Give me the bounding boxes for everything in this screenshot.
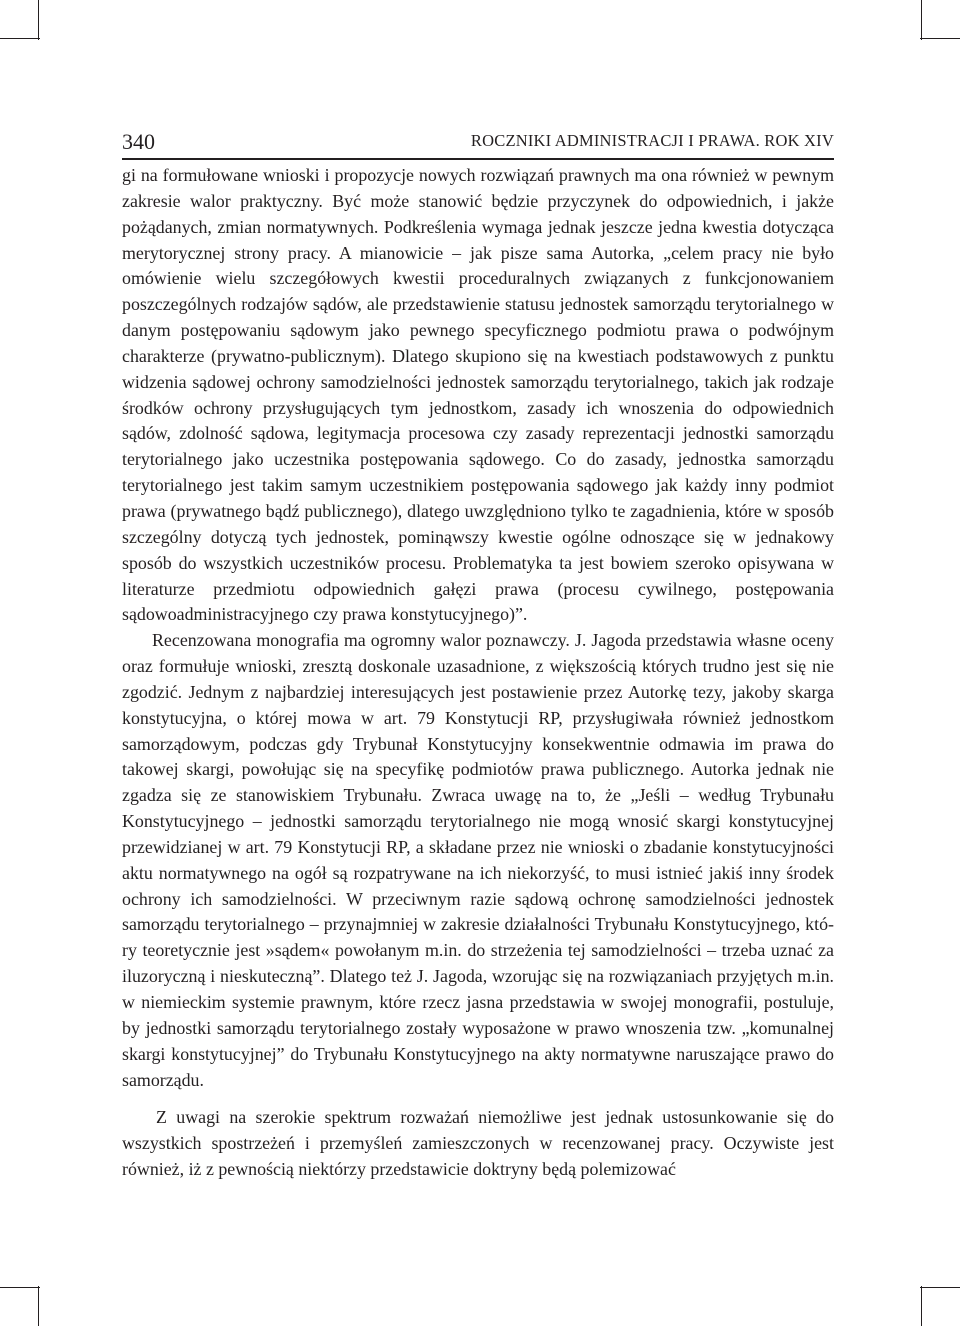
crop-mark-bottom-left-horizontal	[0, 1287, 40, 1288]
body-text	[122, 163, 834, 1183]
crop-mark-bottom-right-horizontal	[920, 1287, 960, 1288]
crop-mark-bottom-left-vertical	[38, 1286, 39, 1326]
page-number: 340	[122, 129, 155, 154]
crop-mark-top-left-horizontal	[0, 38, 40, 39]
crop-mark-top-left-vertical	[38, 0, 39, 40]
crop-mark-top-right-horizontal	[920, 38, 960, 39]
paragraph-1: gi na formułowane wnioski i propozycje nowych rozwiązań prawnych ma ona również w pewnym zakresie walor praktyczny. Być może stanowić będzie przyczynek do odpowiednich, i jakże pożądanych, zmian normatywnych. Podkreślenia wymaga jednak jeszcze jedna kwestia dotycząca merytorycznej strony pracy. A mianowicie – jak pisze sama Autorka, „celem pracy nie było omówienie wielu szczegółowych kwestii proceduralnych związanych z funkcjonowaniem poszczególnych rodzajów sądów, ale przedstawienie statusu jednostek samorządu terytorialnego w danym postępowaniu sądowym jako pewnego specyficznego podmiotu prawa o podwójnym charakterze (prywatno-publicznym). Dlatego skupiono się na kwestiach podstawowych z punktu widzenia sądowej ochrony samodzielności jednostek samorządu terytorialnego, takich jak rodzaje środków ochrony przysługujących tym jednostkom, zasady ich wnoszenia do odpowiednich sądów, zdolność sądowa, legitymacja procesowa czy zasady reprezentacji jednostki samorządu terytorialnego jako uczestnika postępowania sądowego. Co do zasady, jednostka samorządu terytorialnego jest takim samym uczestnikiem postępowania sądowego jak każdy inny podmiot prawa (prywatnego bądź publicznego), dlatego uwzględniono tylko te zagadnienia, które w sposób szczególny dotyczą tych jednostek, pominąwszy kwestie ogólne odnoszące się w jednakowy sposób do wszystkich uczestników procesu. Problematyka ta jest bowiem szeroko opisywana w literaturze przedmiotu odpowiednich gałęzi prawa (procesu cywilnego, postępowania sądowoadministracyjnego czy prawa konstytucyjnego)”.	[122, 165, 834, 625]
paragraph-2: Recenzowana monografia ma ogromny walor poznawczy. J. Jagoda przedstawia własne oceny oraz formułuje wnioski, zresztą doskonale uzasadnione, z większością których trudno jest się nie zgodzić. Jednym z najbardziej interesujących jest postawienie przez Autorkę tezy, jakoby skarga konstytucyjna, o której mowa w art. 79 Konstytucji RP, przysługiwała również jednostkom samorządowym, podczas gdy Trybunał Konstytucyjny konsekwentnie odmawia im prawa do takowej skargi, powołując się na specyfikę podmiotów prawa publicznego. Autorka jednak nie zgadza się ze stanowiskiem Trybunału. Zwraca uwagę na to, że „Jeśli – według Trybunału Konstytucyjnego – jednostki samorządu terytorialnego nie mogą wnosić skargi konstytucyjnej przewidzianej w art. 79 Konstytucji RP, a składane przez nie wnioski o zbadanie konstytucyjności aktu normatywnego na ogół są rozpatrywane na ich niekorzyść, to musi istnieć jakiś inny środek ochrony ich samodzielności. W przeciwnym razie sądową ochronę samodzielności jednostek samorządu terytorialnego – przynajmniej w zakresie działalności Trybunału Konstytucyjnego, który teoretycznie jest »sądem« powołanym m.in. do strzeżenia tej samodzielności – trzeba uznać za iluzoryczną i nieskuteczną”. Dlatego też J. Jagoda, wzorując się na rozwiązaniach przyjętych m.in. w niemieckim systemie prawnym, które rzecz jasna przedstawia w swojej monografii, postuluje, by jednostki samorządu terytorialnego zostały wyposażone w prawo wnoszenia tzw. „komunalnej skargi konstytucyjnej” do Trybunału Konstytucyjnego na akty normatywne naruszające prawo do samorządu.	[122, 630, 834, 1090]
running-head: ROCZNIKI ADMINISTRACJI I PRAWA. ROK XIV	[470, 131, 834, 150]
paragraph-3: Z uwagi na szerokie spektrum rozważań niemożliwe jest jednak ustosunkowanie się do wszystkich spostrzeżeń i przemyśleń zamieszczonych w recenzowanej pracy. Oczywiste jest również, iż z pewnością niektórzy przedstawicie doktryny będą polemizować	[122, 1107, 834, 1180]
crop-mark-top-right-vertical	[921, 0, 922, 40]
crop-mark-bottom-right-vertical	[921, 1286, 922, 1326]
paragraph-spacer	[122, 1093, 834, 1105]
page-header	[122, 128, 834, 160]
